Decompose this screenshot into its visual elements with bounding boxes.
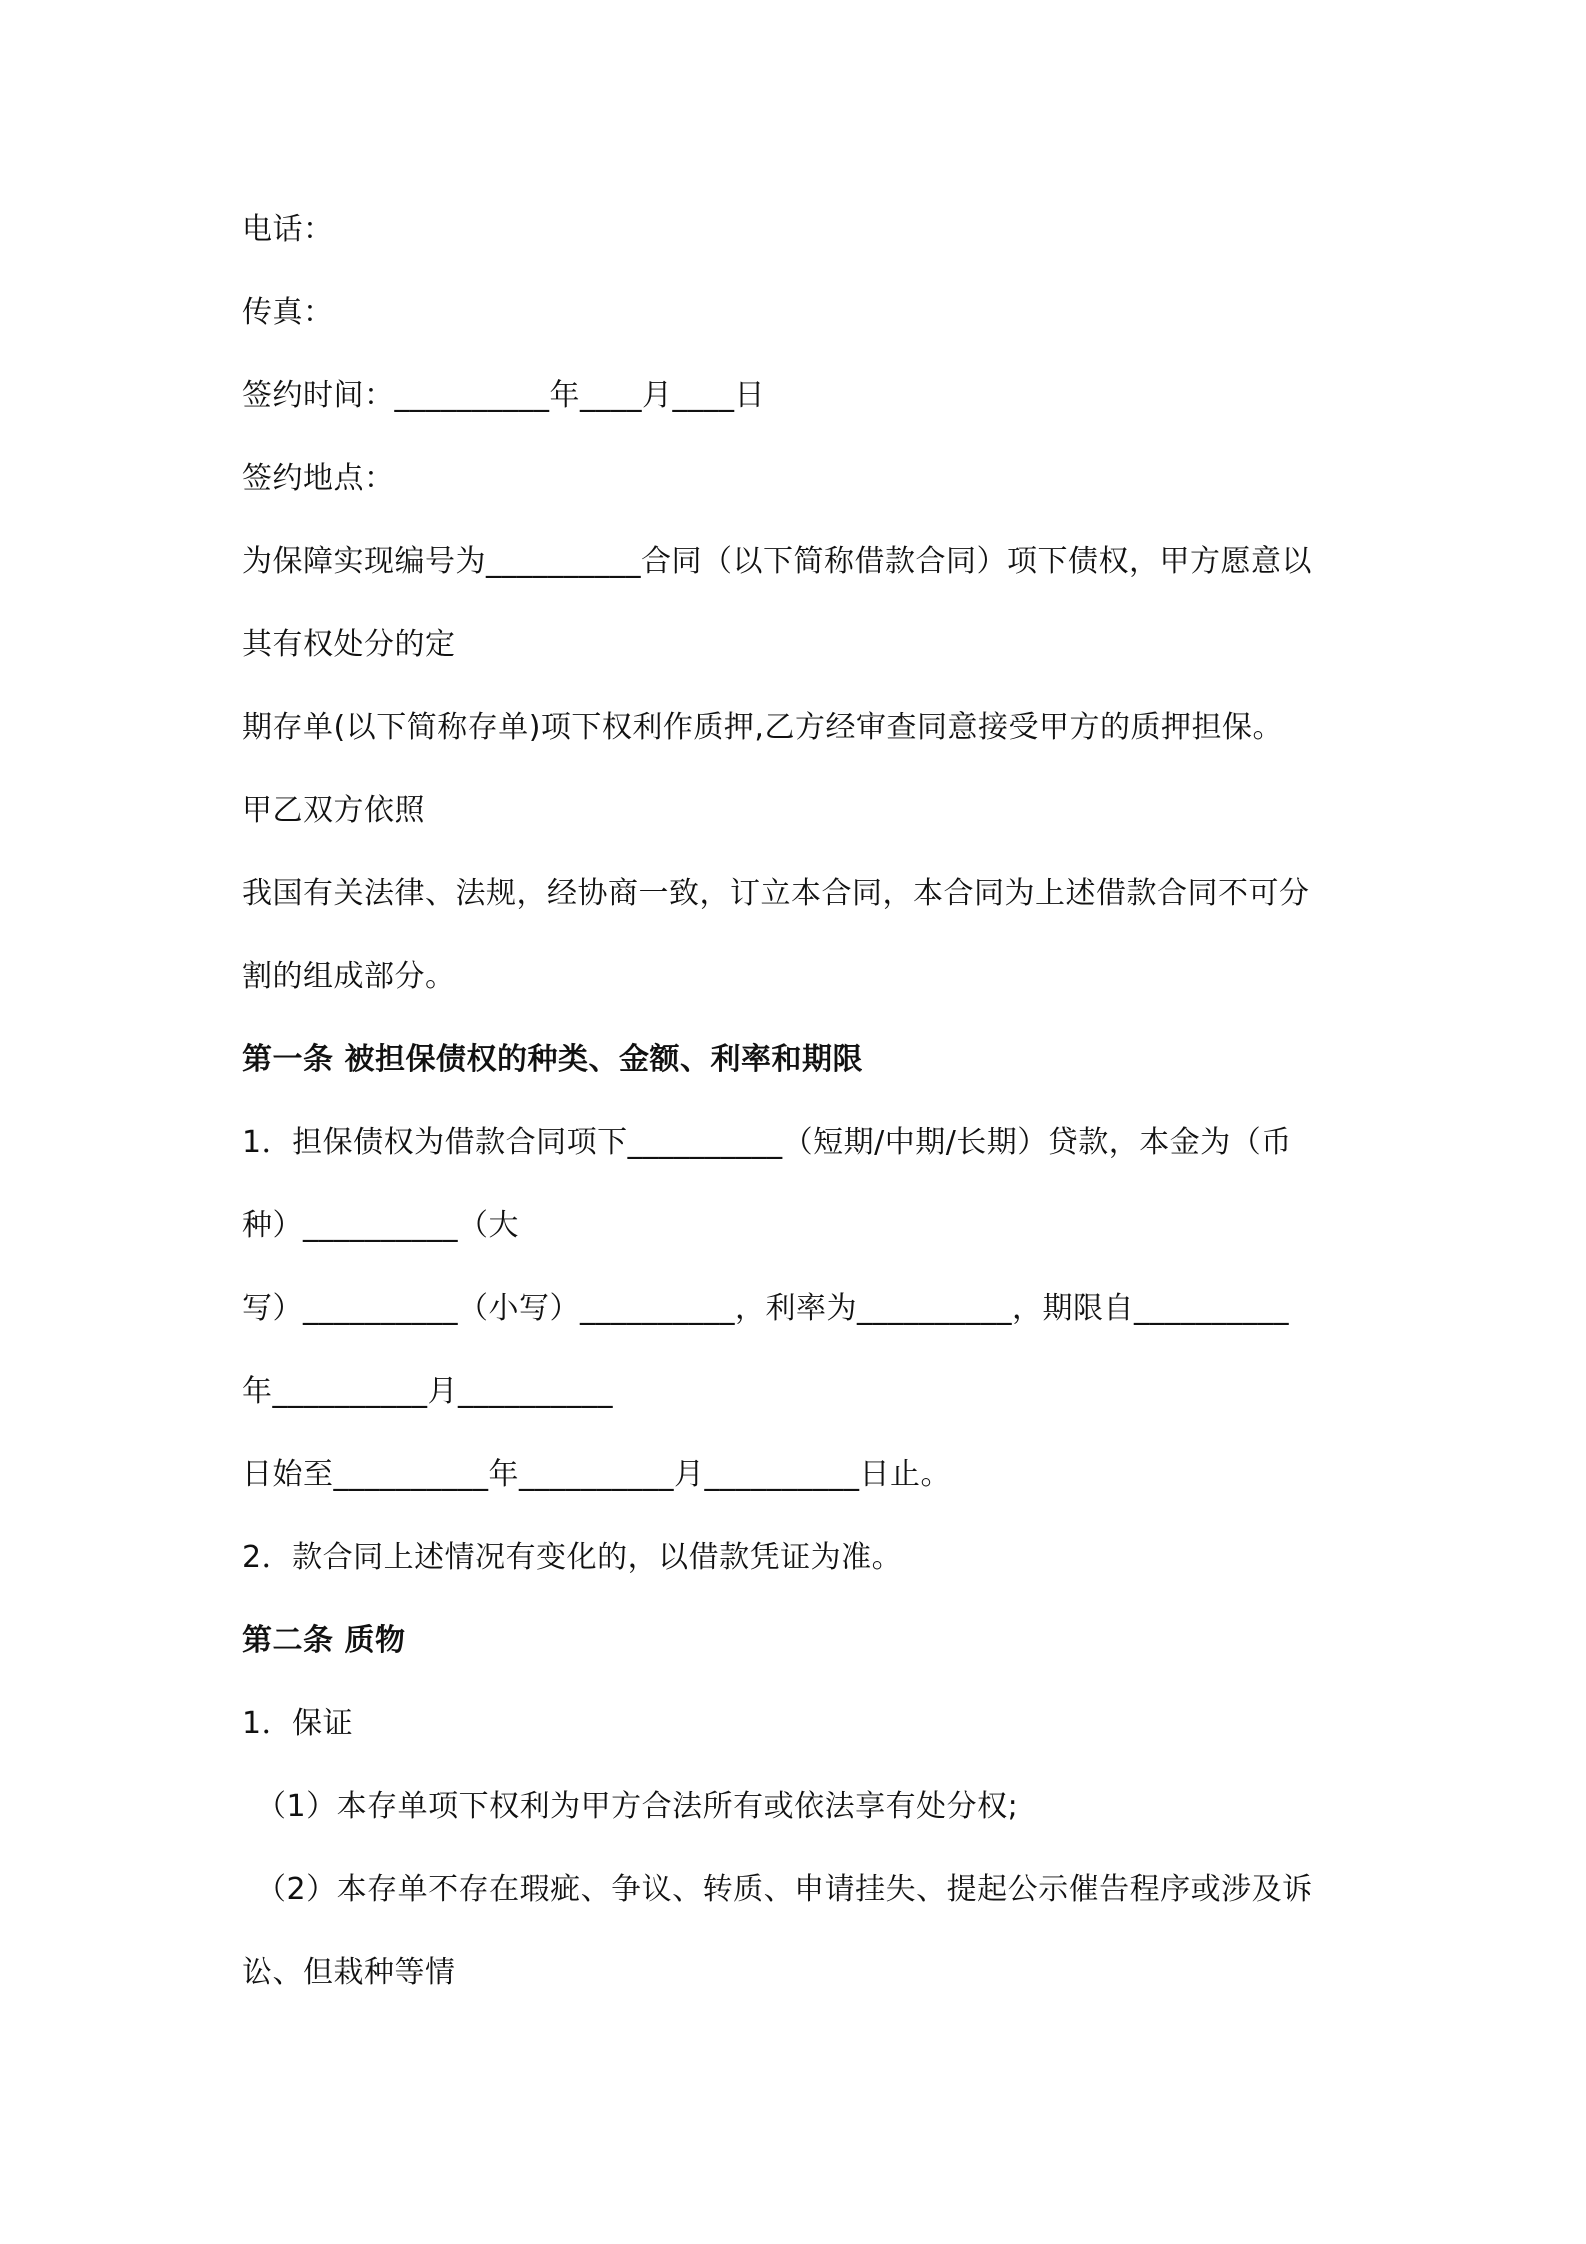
preamble-line-2: 其有权处分的定 <box>242 627 456 662</box>
preamble-line-3: 期存单(以下简称存单)项下权利作质押,乙方经审查同意接受甲方的质押担保。 <box>242 710 1283 745</box>
fax-label: 传真： <box>242 295 334 330</box>
preamble-line-6: 割的组成部分。 <box>242 959 456 994</box>
article-2-clause-1: 1．保证 <box>242 1706 354 1741</box>
article-1-clause-1-line-5: 日始至__________年__________月__________日止。 <box>242 1457 951 1492</box>
preamble-line-4: 甲乙双方依照 <box>242 793 425 828</box>
article-2-item-2-line-1: （2）本存单不存在瑕疵、争议、转质、申请挂失、提起公示催告程序或涉及诉 <box>256 1872 1313 1907</box>
preamble-line-5: 我国有关法律、法规，经协商一致，订立本合同，本合同为上述借款合同不可分 <box>242 876 1310 911</box>
article-1-heading: 第一条 被担保债权的种类、金额、利率和期限 <box>242 1042 863 1077</box>
article-1-clause-1-line-3: 写）__________（小写）__________，利率为__________，期限自__________ <box>242 1291 1289 1326</box>
article-2-item-2-line-2: 讼、但栽种等情 <box>242 1955 456 1990</box>
article-1-clause-1-line-4: 年__________月__________ <box>242 1374 613 1409</box>
signing-place-label: 签约地点： <box>242 461 395 496</box>
article-1-clause-2: 2．款合同上述情况有变化的，以借款凭证为准。 <box>242 1540 903 1575</box>
phone-label: 电话： <box>242 212 334 247</box>
article-2-item-1: （1）本存单项下权利为甲方合法所有或依法享有处分权; <box>256 1789 1019 1824</box>
preamble-line-1: 为保障实现编号为__________合同（以下简称借款合同）项下债权，甲方愿意以 <box>242 544 1312 579</box>
article-2-heading: 第二条 质物 <box>242 1623 406 1658</box>
article-1-clause-1-line-1: 1．担保债权为借款合同项下__________（短期/中期/长期）贷款，本金为（币 <box>242 1125 1292 1160</box>
signing-date-line: 签约时间：__________年____月____日 <box>242 378 765 413</box>
article-1-clause-1-line-2: 种）__________（大 <box>242 1208 519 1243</box>
